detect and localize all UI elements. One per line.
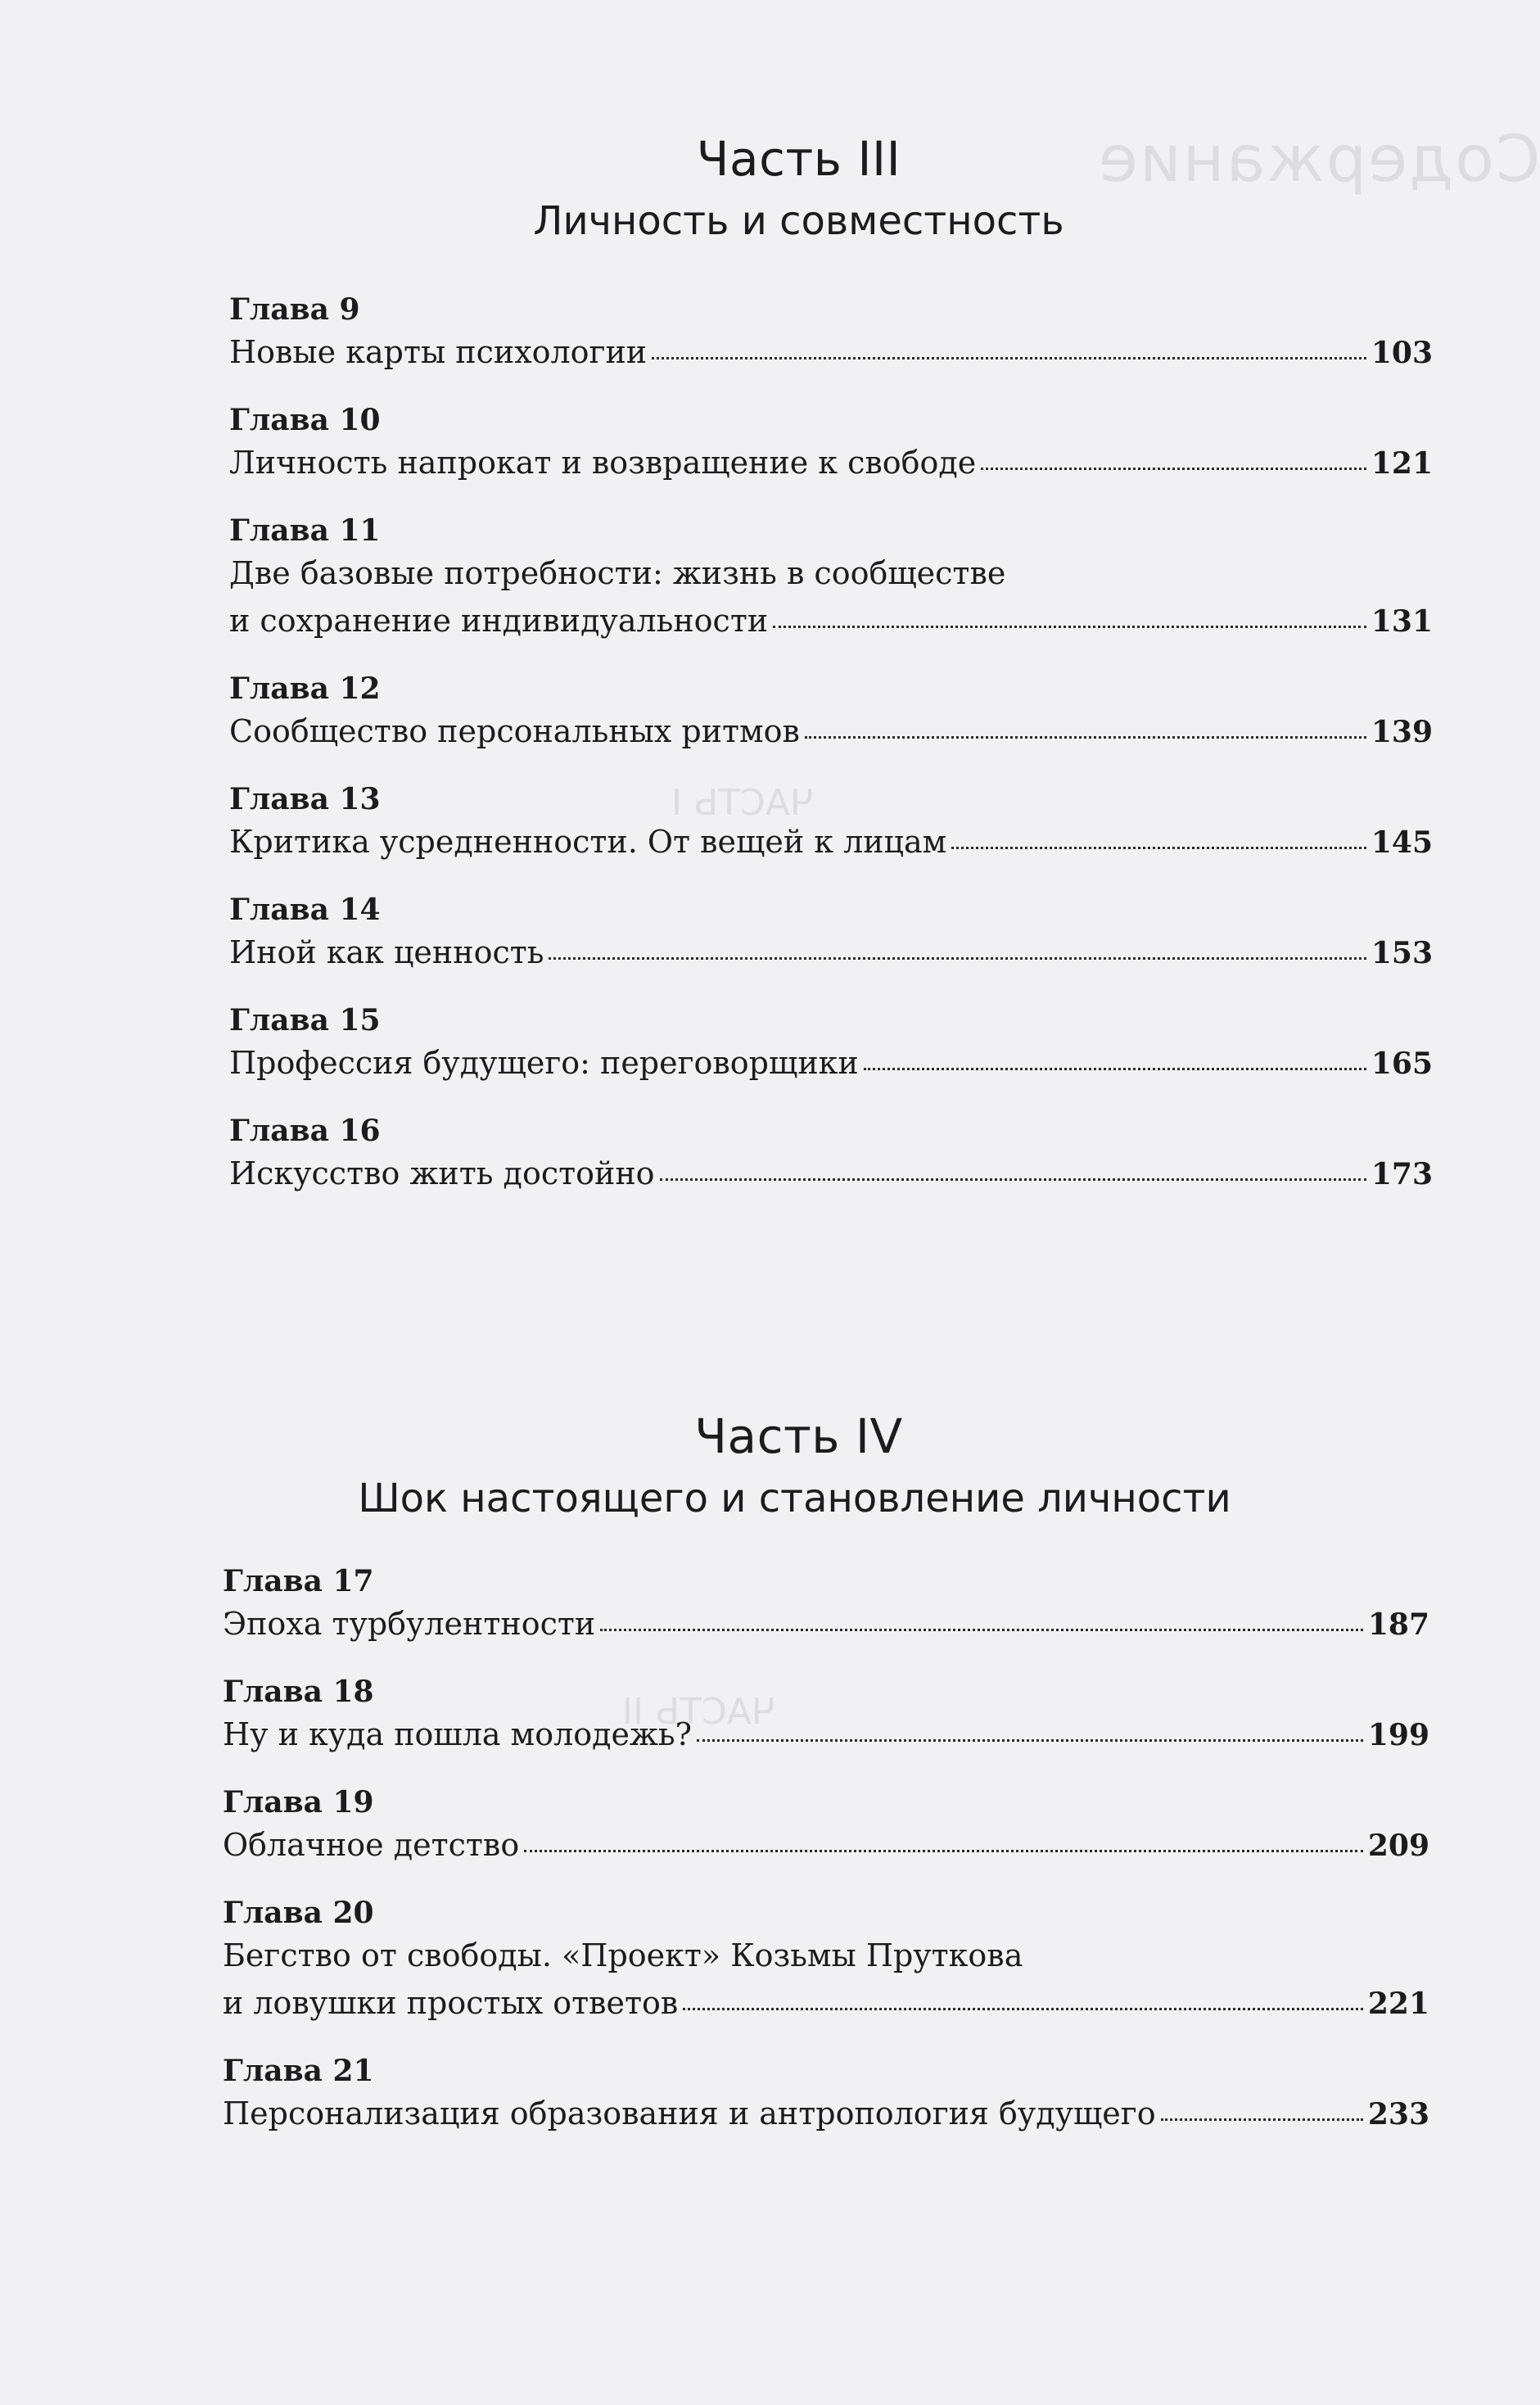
chapter-label: Глава 17 (223, 1564, 374, 1598)
chapter-title[interactable]: Личность напрокат и возвращение к свободе (229, 445, 977, 481)
chapter-label: Глава 10 (229, 403, 381, 437)
chapter-title-line (229, 549, 1433, 597)
toc-entry[interactable] (223, 1562, 1429, 1648)
part-4-heading (0, 1408, 1540, 1521)
chapter-title[interactable]: Искусство жить достойно (229, 1155, 655, 1191)
part-4-title: Шок настоящего и становление личности (358, 1476, 1231, 1521)
chapter-label: Глава 9 (229, 292, 360, 327)
chapter-title-line (229, 597, 1433, 645)
page-number[interactable]: 121 (1371, 446, 1433, 481)
chapter-title[interactable]: Облачное детство (223, 1827, 520, 1863)
show-through-part-mark-2: ЧАСТЬ II (622, 1691, 776, 1733)
chapter-label: Глава 13 (229, 782, 381, 816)
page-number[interactable]: 173 (1371, 1157, 1433, 1191)
page-number[interactable]: 165 (1371, 1047, 1433, 1081)
part-4-toc (223, 1562, 1429, 2163)
toc-entry[interactable] (229, 780, 1433, 866)
chapter-title-line (223, 1711, 1429, 1759)
page-number[interactable]: 199 (1367, 1718, 1429, 1752)
page-number[interactable]: 103 (1371, 336, 1433, 370)
toc-entry[interactable] (229, 291, 1433, 377)
chapter-title[interactable]: Эпоха турбулентности (223, 1606, 596, 1642)
toc-entry[interactable] (229, 670, 1433, 756)
part-3-heading (0, 131, 1540, 244)
chapter-title[interactable]: Персонализация образования и антропология будущего (223, 2095, 1156, 2131)
toc-entry[interactable] (229, 512, 1433, 645)
page-number[interactable]: 139 (1371, 715, 1433, 749)
dot-leader (951, 847, 1366, 849)
chapter-title[interactable]: Две базовые потребности: жизнь в сообществе (229, 555, 1006, 591)
chapter-title-line (229, 929, 1433, 977)
page-number[interactable]: 233 (1367, 2097, 1429, 2131)
chapter-title[interactable]: Бегство от свободы. «Проект» Козьмы Пруткова (223, 1937, 1023, 1973)
dot-leader (660, 1178, 1366, 1181)
chapter-label: Глава 18 (223, 1675, 374, 1709)
chapter-title-line (229, 439, 1433, 487)
dot-leader (697, 1739, 1363, 1742)
page-number[interactable]: 221 (1367, 1987, 1429, 2021)
toc-entry[interactable] (229, 1112, 1433, 1198)
chapter-title-continued[interactable]: и сохранение индивидуальности (229, 603, 769, 639)
chapter-title-line (223, 1821, 1429, 1869)
dot-leader (549, 957, 1366, 960)
dot-leader (600, 1629, 1363, 1631)
show-through-contents-title: Содержание (1097, 123, 1540, 197)
toc-entry[interactable] (223, 1673, 1429, 1759)
toc-entry[interactable] (229, 891, 1433, 977)
chapter-title-line (229, 818, 1433, 866)
chapter-label: Глава 11 (229, 513, 381, 548)
dot-leader (805, 736, 1366, 739)
page-number[interactable]: 153 (1371, 936, 1433, 970)
chapter-label: Глава 12 (229, 671, 381, 706)
dot-leader (981, 468, 1366, 470)
dot-leader (683, 2008, 1363, 2010)
chapter-title-line (223, 1932, 1429, 1979)
chapter-title-line (229, 1150, 1433, 1198)
part-4-label: Часть IV (694, 1408, 903, 1464)
toc-entry[interactable] (229, 401, 1433, 487)
chapter-title-line (229, 1039, 1433, 1087)
part-3-label: Часть III (696, 131, 901, 187)
chapter-title-line (223, 1979, 1429, 2028)
part-3-title: Личность и совместность (533, 198, 1064, 244)
chapter-label: Глава 19 (223, 1785, 374, 1820)
toc-entry[interactable] (223, 1783, 1429, 1869)
toc-entry[interactable] (229, 1001, 1433, 1087)
dot-leader (773, 626, 1366, 628)
chapter-label: Глава 15 (229, 1003, 381, 1037)
chapter-title[interactable]: Профессия будущего: переговорщики (229, 1045, 859, 1081)
dot-leader (652, 357, 1366, 359)
toc-entry[interactable] (223, 1894, 1429, 2028)
chapter-title-line (229, 328, 1433, 377)
chapter-label: Глава 14 (229, 893, 381, 927)
chapter-label: Глава 16 (229, 1114, 381, 1148)
chapter-title[interactable]: Критика усредненности. От вещей к лицам (229, 824, 947, 860)
dot-leader (1161, 2118, 1363, 2121)
dot-leader (524, 1850, 1363, 1852)
part-3-toc (229, 291, 1433, 1223)
show-through-part-mark: ЧАСТЬ I (671, 782, 815, 824)
chapter-title-line (229, 707, 1433, 756)
page-number[interactable]: 187 (1367, 1607, 1429, 1642)
chapter-title[interactable]: Новые карты психологии (229, 334, 648, 370)
chapter-title-line (223, 2090, 1429, 2138)
chapter-title[interactable]: Сообщество персональных ритмов (229, 713, 800, 749)
chapter-label: Глава 20 (223, 1896, 374, 1930)
dot-leader (864, 1068, 1366, 1070)
page-number[interactable]: 145 (1371, 825, 1433, 860)
page-number[interactable]: 131 (1371, 604, 1433, 639)
chapter-title-line (223, 1600, 1429, 1648)
page-number[interactable]: 209 (1367, 1829, 1429, 1863)
chapter-title[interactable]: Иной как ценность (229, 934, 544, 970)
chapter-title[interactable]: Ну и куда пошла молодежь? (223, 1716, 692, 1752)
chapter-title-continued[interactable]: и ловушки простых ответов (223, 1985, 679, 2021)
toc-entry[interactable] (223, 2052, 1429, 2138)
chapter-label: Глава 21 (223, 2054, 374, 2088)
